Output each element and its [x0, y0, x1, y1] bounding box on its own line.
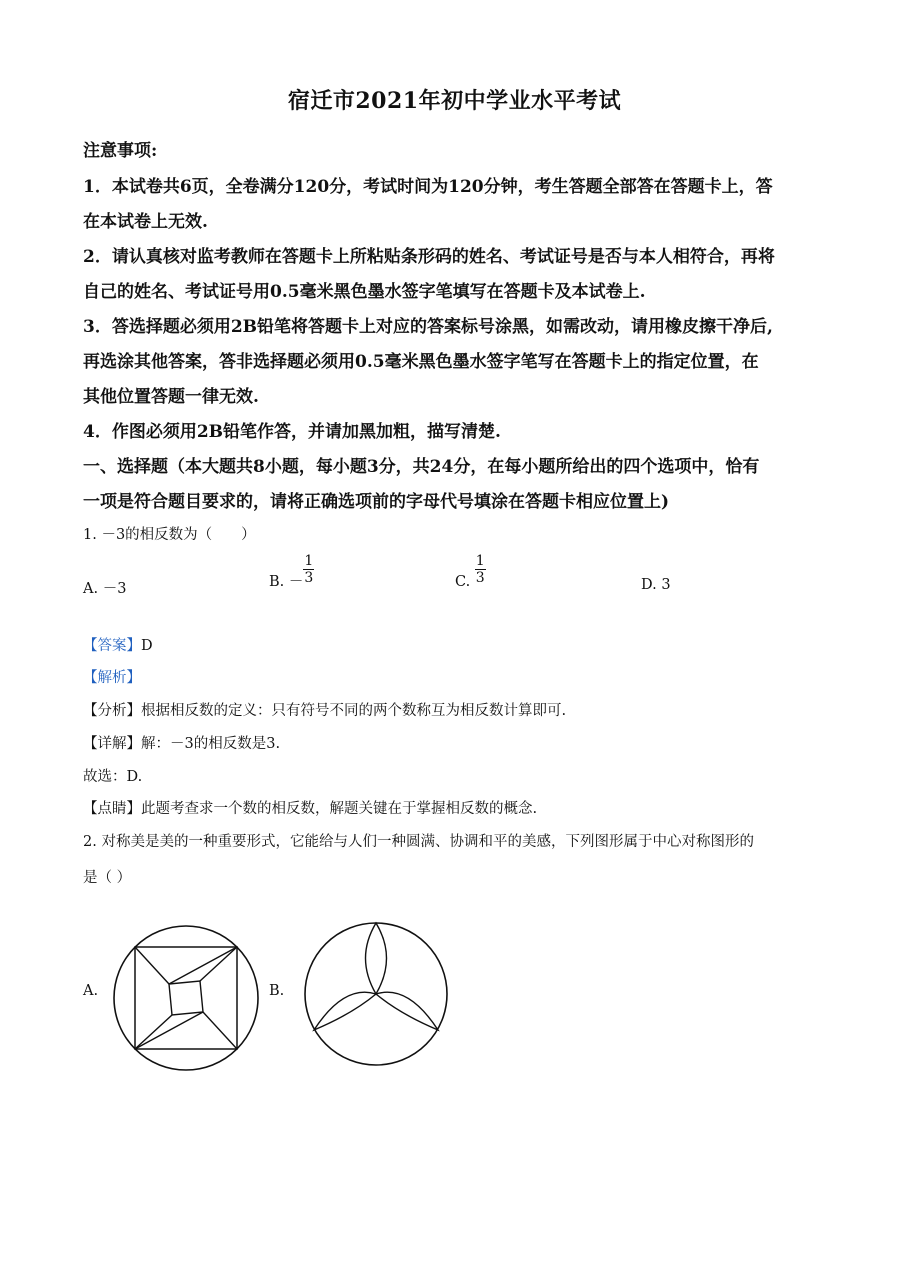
fraction-numerator: 1 — [475, 553, 485, 569]
q2-figure-b — [300, 918, 452, 1070]
figure-a-inner-square — [169, 981, 203, 1015]
q1-option-d: D. 3 — [641, 577, 671, 593]
notice-line-1: 1．本试卷共6页，全卷满分120分，考试时间为120分钟，考生答题全部答在答题卡上，答 — [83, 177, 773, 197]
q1-option-c-prefix: C. — [455, 574, 475, 590]
figure-a-line — [135, 947, 169, 984]
notice-line-4: 自己的姓名、考试证号用0.5毫米黑色墨水签字笔填写在答题卡及本试卷上. — [83, 282, 646, 302]
section-heading-line-1: 一、选择题（本大题共8小题，每小题3分，共24分，在每小题所给出的四个选项中，恰有 — [83, 457, 760, 477]
q2-option-a-label: A. — [83, 983, 99, 999]
xiangjie-text: 解：－3的相反数是3. — [141, 736, 281, 752]
figure-b-petal — [376, 992, 438, 1030]
notice-heading: 注意事项: — [83, 141, 158, 161]
q1-xiangjie — [83, 732, 280, 753]
notice-line-2: 在本试卷上无效. — [83, 212, 208, 232]
q1-option-b-fraction — [303, 554, 314, 586]
figure-a-outer-square — [135, 947, 237, 1049]
page-title: 宿迁市2021年初中学业水平考试 — [287, 88, 622, 114]
figure-a-line — [203, 1012, 237, 1049]
notice-line-7: 其他位置答题一律无效. — [83, 387, 259, 407]
q1-analysis-tag: 【解析】 — [83, 670, 141, 686]
notice-line-6: 再选涂其他答案，答非选择题必须用0.5毫米黑色墨水签字笔写在答题卡上的指定位置，在 — [83, 352, 759, 372]
q1-option-a: A. －3 — [83, 581, 127, 597]
dianjing-text: 此题考查求一个数的相反数，解题关键在于掌握相反数的概念. — [141, 801, 538, 817]
fenxi-tag: 【分析】 — [83, 703, 141, 719]
q1-option-b — [269, 553, 314, 590]
q2-stem-line-1: 2. 对称美是美的一种重要形式，它能给与人们一种圆满、协调和平的美感，下列图形属于中心对称图形的 — [83, 834, 754, 850]
q1-option-b-prefix: B. － — [269, 574, 304, 590]
notice-line-3: 2．请认真核对监考教师在答题卡上所粘贴条形码的姓名、考试证号是否与本人相符合，再将 — [83, 247, 775, 267]
fraction-denominator: 3 — [475, 570, 485, 586]
q1-fenxi — [83, 699, 566, 720]
q2-figure-a — [108, 920, 264, 1076]
q1-stem: 1. －3的相反数为（ ） — [83, 527, 256, 543]
section-heading-line-2: 一项是符合题目要求的，请将正确选项前的字母代号填涂在答题卡相应位置上) — [83, 492, 670, 512]
q1-dianjing — [83, 797, 537, 818]
answer-tag: 【答案】 — [83, 638, 141, 654]
q2-stem-line-2: 是（ ） — [83, 870, 132, 886]
answer-value: D — [141, 638, 153, 654]
fenxi-text: 根据相反数的定义：只有符号不同的两个数称互为相反数计算即可. — [141, 703, 567, 719]
figure-b-petal — [314, 992, 376, 1030]
figure-b-petal — [366, 923, 387, 994]
q1-answer — [83, 634, 153, 655]
xiangjie-tag: 【详解】 — [83, 736, 141, 752]
notice-line-8: 4．作图必须用2B铅笔作答，并请加黑加粗，描写清楚. — [83, 422, 501, 442]
q1-option-c — [455, 553, 486, 590]
fraction-numerator: 1 — [304, 553, 314, 569]
q1-choice: 故选：D. — [83, 769, 143, 785]
q2-option-b-label: B. — [269, 983, 285, 999]
notice-line-5: 3．答选择题必须用2B铅笔将答题卡上对应的答案标号涂黑，如需改动，请用橡皮擦干净后, — [83, 317, 773, 337]
fraction-denominator: 3 — [304, 570, 314, 586]
dianjing-tag: 【点睛】 — [83, 801, 141, 817]
q1-option-c-fraction — [475, 554, 486, 586]
